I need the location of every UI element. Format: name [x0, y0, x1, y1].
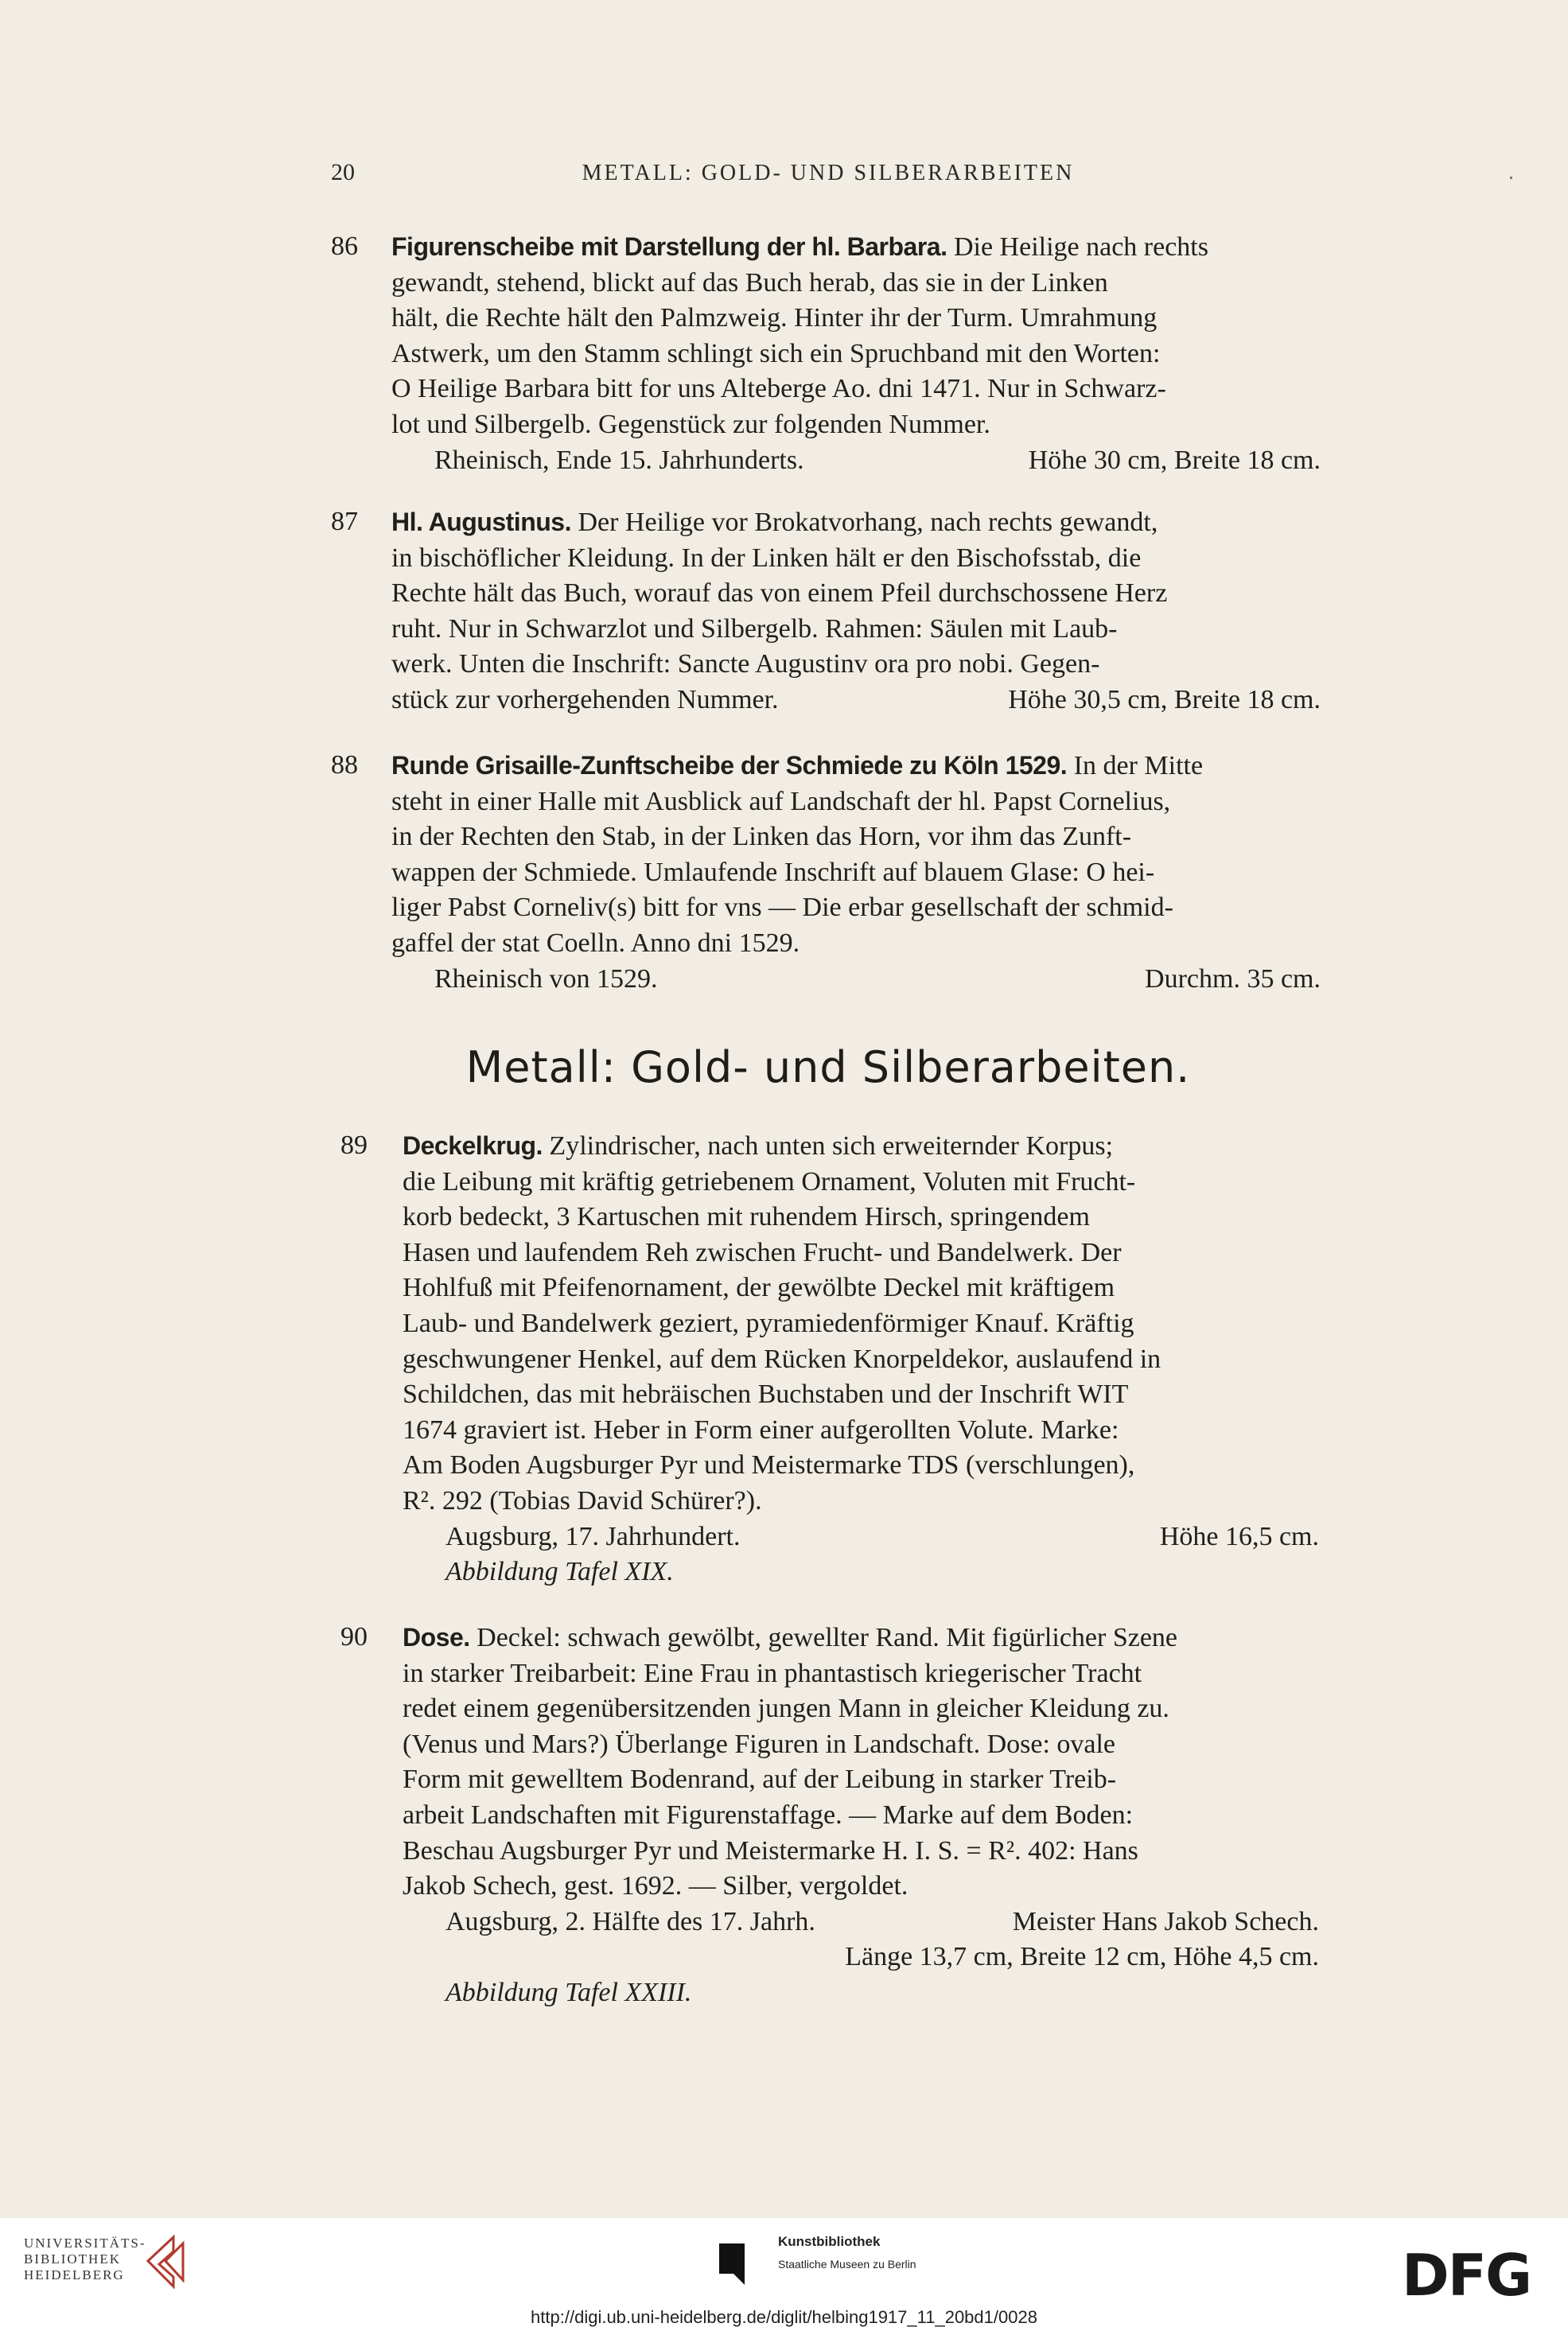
digitization-footer: [0, 2218, 1568, 2331]
description-line: wappen der Schmiede. Umlaufende Inschrift auf blauem Glase: O hei-: [391, 857, 1155, 887]
entry-meta: [403, 1905, 1319, 1940]
entry-origin: Rheinisch von 1529.: [434, 963, 658, 994]
running-title: METALL: GOLD- UND SILBERARBEITEN: [582, 161, 1075, 185]
description-line: redet einem gegenübersitzenden jungen Mann in gleicher Kleidung zu.: [403, 1694, 1169, 1724]
scan-mark: [1510, 177, 1512, 179]
kunstbibliothek-label[interactable]: [778, 2234, 916, 2271]
description-line: stück zur vorhergehenden Nummer.: [391, 684, 779, 714]
entry-dimensions: Höhe 30 cm, Breite 18 cm.: [1028, 445, 1321, 475]
description-line: liger Pabst Corneliv(s) bitt for vns — Die erbar gesellschaft der schmid-: [391, 893, 1173, 923]
description-line: Hasen und laufendem Reh zwischen Frucht- und Bandelwerk. Der: [403, 1237, 1122, 1267]
entry-meta: [391, 962, 1321, 998]
description-line: Form mit gewelltem Bodenrand, auf der Leibung in starker Treib-: [403, 1765, 1117, 1795]
description-line: Deckel: schwach gewölbt, gewellter Rand. Mit figürlicher Szene: [477, 1623, 1178, 1652]
description-line: R². 292 (Tobias David Schürer?).: [403, 1485, 762, 1516]
description-line: Hohlfuß mit Pfeifenornament, der gewölbte Deckel mit kräftigem: [403, 1273, 1115, 1303]
entry-number: 90: [340, 1622, 368, 1652]
description-line: Jakob Schech, gest. 1692. — Silber, vergoldet.: [403, 1871, 909, 1901]
entry-title: Runde Grisaille-Zunftscheibe der Schmiede zu Köln 1529.: [391, 751, 1068, 780]
page-header: [331, 159, 1325, 199]
entry-meta: [403, 1520, 1319, 1555]
university-library-logo[interactable]: [24, 2236, 146, 2283]
kunstbibliothek-logo-icon: [716, 2240, 748, 2288]
description-line: arbeit Landschaften mit Figurenstaffage. — Marke auf dem Boden:: [403, 1800, 1134, 1830]
entry-master: Meister Hans Jakob Schech.: [1012, 1906, 1319, 1936]
catalog-entry-90: [340, 1620, 1319, 2011]
permalink-url[interactable]: http://digi.ub.uni-heidelberg.de/diglit/helbing1917_11_20bd1/0028: [531, 2307, 1037, 2327]
description-line: Zylindrischer, nach unten sich erweiternder Korpus;: [549, 1131, 1114, 1161]
university-emblem-icon: [142, 2232, 189, 2290]
description-line: in bischöflicher Kleidung. In der Linken hält er den Bischofsstab, die: [391, 543, 1142, 573]
description-line: die Leibung mit kräftig getriebenem Ornament, Voluten mit Frucht-: [403, 1166, 1136, 1197]
entry-number: 89: [340, 1130, 368, 1160]
logo-line: HEIDELBERG: [24, 2267, 125, 2282]
description-line: Astwerk, um den Stamm schlingt sich ein Spruchband mit den Worten:: [391, 338, 1161, 368]
entry-dimensions: Durchm. 35 cm.: [1145, 963, 1321, 994]
entry-dimensions: Länge 13,7 cm, Breite 12 cm, Höhe 4,5 cm.: [845, 1942, 1319, 1972]
description-line: ruht. Nur in Schwarzlot und Silbergelb. Rahmen: Säulen mit Laub-: [391, 613, 1118, 644]
description-line: (Venus und Mars?) Überlange Figuren in Landschaft. Dose: ovale: [403, 1729, 1116, 1759]
description-line: werk. Unten die Inschrift: Sancte Augustinv ora pro nobi. Gegen-: [391, 649, 1100, 679]
entry-meta: [391, 443, 1321, 479]
description-line: geschwungener Henkel, auf dem Rücken Knorpeldekor, auslaufend in: [403, 1344, 1161, 1374]
entry-meta: [391, 683, 1321, 718]
section-heading: Metall: Gold- und Silberarbeiten.: [465, 1042, 1191, 1092]
description-line: korb bedeckt, 3 Kartuschen mit ruhendem Hirsch, springendem: [403, 1202, 1090, 1232]
description-line: lot und Silbergelb. Gegenstück zur folgenden Nummer.: [391, 409, 990, 439]
description-line: Am Boden Augsburger Pyr und Meistermarke TDS (verschlungen),: [403, 1450, 1135, 1481]
entry-number: 87: [331, 507, 358, 536]
logo-line: UNIVERSITÄTS-: [24, 2236, 146, 2251]
description-line: gaffel der stat Coelln. Anno dni 1529.: [391, 928, 800, 958]
description-line: steht in einer Halle mit Ausblick auf Landschaft der hl. Papst Cornelius,: [391, 786, 1171, 816]
entry-number: 86: [331, 232, 358, 261]
description-line: Schildchen, das mit hebräischen Buchstaben und der Inschrift WIT: [403, 1380, 1129, 1410]
description-line: O Heilige Barbara bitt for uns Alteberge Ao. dni 1471. Nur in Schwarz-: [391, 374, 1166, 404]
figure-reference: Abbildung Tafel XXIII.: [445, 1977, 692, 2007]
entry-description: [391, 748, 1321, 962]
entry-title: Hl. Augustinus.: [391, 508, 571, 536]
library-subtitle: Staatliche Museen zu Berlin: [778, 2258, 916, 2271]
description-line: 1674 graviert ist. Heber in Form einer aufgerollten Volute. Marke:: [403, 1415, 1119, 1445]
library-title: Kunstbibliothek: [778, 2234, 881, 2249]
entry-description: [403, 1620, 1319, 1905]
entry-description: [391, 504, 1321, 683]
entry-title: Deckelkrug.: [403, 1131, 543, 1160]
description-line: Rechte hält das Buch, worauf das von einem Pfeil durchschossene Herz: [391, 578, 1168, 609]
entry-title: Dose.: [403, 1623, 470, 1652]
entry-number: 88: [331, 750, 358, 780]
description-line: Die Heilige nach rechts: [953, 232, 1208, 262]
description-line: hält, die Rechte hält den Palmzweig. Hinter ihr der Turm. Umrahmung: [391, 303, 1158, 333]
entry-description: [391, 229, 1321, 443]
entry-title: Figurenscheibe mit Darstellung der hl. Barbara.: [391, 232, 947, 261]
entry-origin: Rheinisch, Ende 15. Jahrhunderts.: [434, 445, 804, 475]
entry-origin: Augsburg, 17. Jahrhundert.: [445, 1521, 741, 1551]
catalog-entry-89: [340, 1128, 1319, 1590]
description-line: Der Heilige vor Brokatvorhang, nach rechts gewandt,: [578, 508, 1158, 537]
entry-description: [403, 1128, 1319, 1520]
figure-reference: Abbildung Tafel XIX.: [445, 1557, 674, 1587]
description-line: gewandt, stehend, blickt auf das Buch herab, das sie in der Linken: [391, 267, 1108, 298]
entry-origin: Augsburg, 2. Hälfte des 17. Jahrh.: [445, 1906, 815, 1936]
entry-dimensions: Höhe 16,5 cm.: [1159, 1521, 1319, 1551]
logo-line: BIBLIOTHEK: [24, 2251, 121, 2267]
description-line: in der Rechten den Stab, in der Linken das Horn, vor ihm das Zunft-: [391, 822, 1132, 852]
page-number: 20: [331, 159, 355, 185]
description-line: Beschau Augsburger Pyr und Meistermarke H. I. S. = R². 402: Hans: [403, 1835, 1138, 1866]
description-line: in starker Treibarbeit: Eine Frau in phantastisch kriegerischer Tracht: [403, 1658, 1142, 1688]
description-line: In der Mitte: [1073, 751, 1204, 780]
dfg-logo[interactable]: DFG: [1402, 2242, 1531, 2309]
description-line: Laub- und Bandelwerk geziert, pyramiedenförmiger Knauf. Kräftig: [403, 1308, 1134, 1338]
catalog-entry-86: [331, 229, 1321, 478]
catalog-entry-88: [331, 748, 1321, 997]
catalog-entry-87: [331, 504, 1321, 718]
entry-dimensions: Höhe 30,5 cm, Breite 18 cm.: [1008, 684, 1321, 714]
